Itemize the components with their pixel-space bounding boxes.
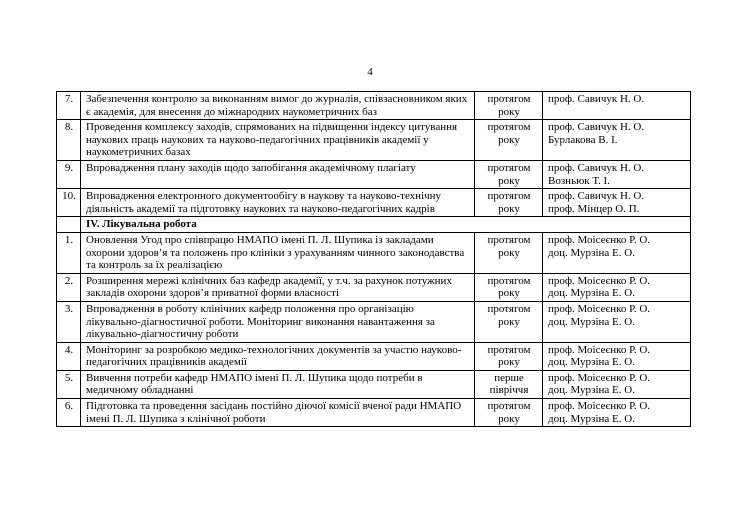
responsible-person: проф. Савичук Н. О. [548,190,645,203]
responsible-person: проф. Моісеєнко Р. О. [548,371,651,384]
term-cell: протягом року [475,273,543,301]
responsible-person: доц. Мурзіна Е. О. [548,384,635,397]
term-cell: протягом року [475,301,543,342]
responsible-person: проф. Моісеєнко Р. О. [548,343,651,356]
responsible-cell [543,160,691,188]
responsible-cell [543,370,691,398]
responsible-person: проф. Мінцер О. П. [548,202,640,215]
activity-text: Забезпечення контролю за виконанням вимог до журналів, співзасновником яких є академія, для внесення до міжнародних наукометричних баз [81,92,475,120]
responsible-person: Возньюк Т. І. [548,174,610,187]
responsible-person: проф. Моісеєнко Р. О. [548,233,651,246]
responsible-person: Бурлакова В. І. [548,133,618,146]
table-row [57,160,691,188]
row-number: 5. [57,370,81,398]
row-number: 7. [57,92,81,120]
rows-after [57,232,691,426]
activity-text: Проведення комплексу заходів, спрямованих на підвищення індексу цитування наукових праць наукових та науково-педагогічних працівників академії у наукометричних базах [81,120,475,161]
row-number: 1. [57,232,81,273]
term-cell: протягом року [475,160,543,188]
term-cell: протягом року [475,189,543,217]
activity-text: Підготовка та проведення засідань постійно діючої комісії вченої ради НМАПО імені П. Л. Шупика з клінічної роботи [81,399,475,427]
row-number: 4. [57,342,81,370]
responsible-cell [543,342,691,370]
responsible-cell [543,92,691,120]
responsible-cell [543,399,691,427]
table-row [57,189,691,217]
responsible-person: проф. Моісеєнко Р. О. [548,274,651,287]
row-number: 10. [57,189,81,217]
section-header-group [57,217,691,233]
activity-text: Моніторинг за розробкою медико-технологічних документів за участю науково-педагогічних працівників академії [81,342,475,370]
rows-before [57,92,691,217]
activity-text: Оновлення Угод про співпрацю НМАПО імені П. Л. Шупика із закладами охорони здоров’я та положень про клініки з урахуванням чинного законодавства та контроль за їх реалізацією [81,232,475,273]
responsible-cell [543,301,691,342]
table-row [57,342,691,370]
section-title: IV. Лікувальна робота [81,217,691,233]
plan-table [56,91,691,427]
activity-text: Вивчення потреби кафедр НМАПО імені П. Л. Шупика щодо потреби в медичному обладнанні [81,370,475,398]
table-row [57,120,691,161]
responsible-person: проф. Савичук Н. О. [548,121,645,134]
term-cell: протягом року [475,399,543,427]
responsible-person: доц. Мурзіна Е. О. [548,246,635,259]
section-row [57,217,691,233]
table-row [57,301,691,342]
activity-text: Розширення мережі клінічних баз кафедр академії, у т.ч. за рахунок потужних закладів охорони здоров’я приватної форми власності [81,273,475,301]
table-row [57,92,691,120]
page-number: 4 [367,66,373,78]
activity-text: Впровадження плану заходів щодо запобігання академічному плагіату [81,160,475,188]
row-number: 6. [57,399,81,427]
responsible-person: доц. Мурзіна Е. О. [548,356,635,369]
table-row [57,370,691,398]
responsible-person: проф. Савичук Н. О. [548,161,645,174]
responsible-cell [543,232,691,273]
term-cell: протягом року [475,120,543,161]
activity-text: Впровадження електронного документообігу в наукову та науково-технічну діяльність академії та підготовку наукових та науково-педагогічних кадрів [81,189,475,217]
responsible-person: проф. Моісеєнко Р. О. [548,302,651,315]
table-row [57,232,691,273]
responsible-cell [543,273,691,301]
term-cell: протягом року [475,232,543,273]
responsible-person: доц. Мурзіна Е. О. [548,287,635,300]
table-row [57,273,691,301]
responsible-person: проф. Савичук Н. О. [548,93,645,105]
responsible-cell [543,120,691,161]
table-row [57,399,691,427]
row-number: 2. [57,273,81,301]
responsible-cell [543,189,691,217]
row-number: 8. [57,120,81,161]
row-number: 9. [57,160,81,188]
row-number: 3. [57,301,81,342]
term-cell: протягом року [475,92,543,120]
activity-text: Впровадження в роботу клінічних кафедр положення про організацію лікувально-діагностичної роботи. Моніторинг виконання навантаження за лікувально-діагностичну роботи [81,301,475,342]
responsible-person: доц. Мурзіна Е. О. [548,412,635,425]
responsible-person: проф. Моісеєнко Р. О. [548,400,651,413]
section-num-cell [57,217,81,233]
term-cell: протягом року [475,342,543,370]
term-cell: перше півріччя [475,370,543,398]
responsible-person: доц. Мурзіна Е. О. [548,315,635,328]
